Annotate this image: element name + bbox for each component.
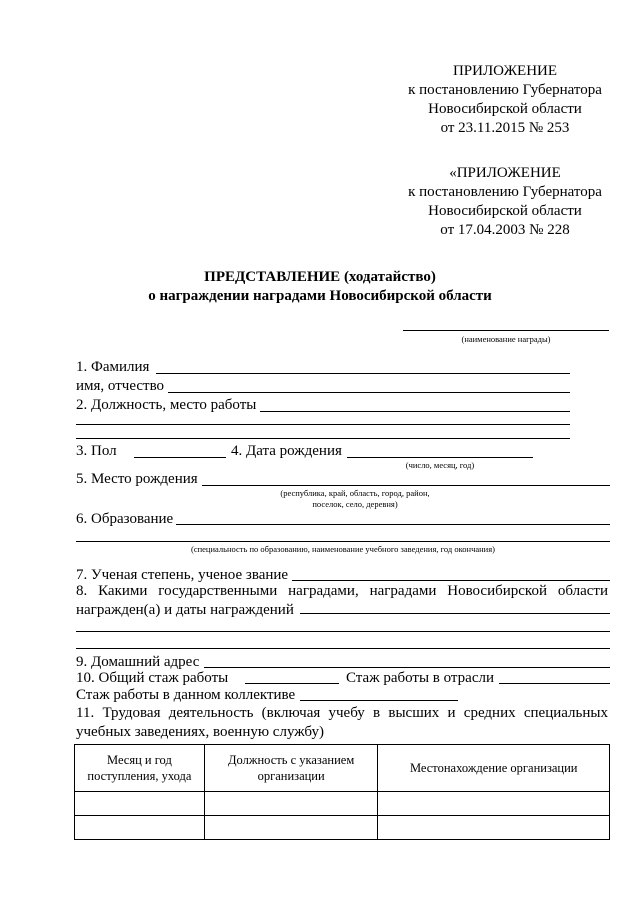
- table-cell[interactable]: [378, 792, 610, 816]
- education-line-2[interactable]: [76, 541, 610, 542]
- table-header-row: [75, 745, 610, 792]
- sex-line[interactable]: [134, 457, 226, 458]
- table-cell[interactable]: [75, 816, 205, 840]
- surname-line[interactable]: [156, 373, 570, 374]
- team-experience-line[interactable]: [300, 700, 458, 701]
- education-hint: (специальность по образованию, наименование учебного заведения, год окончания): [191, 544, 495, 554]
- address-label: 9. Домашний адрес: [76, 654, 200, 670]
- degree-label: 7. Ученая степень, ученое звание: [76, 567, 289, 583]
- table-cell[interactable]: [204, 816, 378, 840]
- awards-line-2[interactable]: [76, 631, 610, 632]
- name-patronymic-label: имя, отчество: [76, 378, 165, 394]
- appendix-current-line4: от 23.11.2015 № 253: [440, 120, 570, 136]
- table-header-location: Местонахождение организации: [378, 745, 610, 792]
- position-line[interactable]: [260, 411, 570, 412]
- position-label: 2. Должность, место работы: [76, 397, 257, 413]
- education-label: 6. Образование: [76, 511, 174, 527]
- appendix-current-line2: к постановлению Губернатора: [408, 82, 602, 98]
- award-name-hint: (наименование награды): [461, 334, 551, 344]
- education-line[interactable]: [176, 524, 610, 525]
- birth-place-line[interactable]: [202, 485, 610, 486]
- document-title: [0, 268, 640, 306]
- appendix-current-line3: Новосибирской области: [428, 101, 582, 117]
- table-cell[interactable]: [204, 792, 378, 816]
- team-experience-label: Стаж работы в данном коллективе: [76, 687, 296, 703]
- awards-line-3[interactable]: [76, 648, 610, 649]
- award-name-line[interactable]: [403, 330, 609, 331]
- address-line[interactable]: [204, 667, 610, 668]
- industry-experience-label: Стаж работы в отрасли: [346, 670, 494, 686]
- table-header-date: Месяц и год поступления, ухода: [75, 745, 205, 792]
- total-experience-label: 10. Общий стаж работы: [76, 670, 229, 686]
- sex-label: 3. Пол: [76, 443, 117, 459]
- appendix-current-line1: ПРИЛОЖЕНИЕ: [452, 63, 558, 79]
- birth-place-hint-2: поселок, село, деревня): [312, 499, 398, 509]
- table-cell[interactable]: [75, 792, 205, 816]
- position-line-3[interactable]: [76, 438, 570, 439]
- awards-label: 8. Какими государственными наградами, наградами Новосибирской области награжден(а) и даты награждений: [76, 583, 608, 618]
- birth-place-label: 5. Место рождения: [76, 471, 198, 487]
- table-cell[interactable]: [378, 816, 610, 840]
- birth-date-label: 4. Дата рождения: [231, 443, 342, 459]
- table-row: [75, 816, 610, 840]
- appendix-original: [370, 164, 640, 240]
- surname-label: 1. Фамилия: [76, 359, 150, 375]
- position-line-2[interactable]: [76, 424, 570, 425]
- work-history-table: [74, 744, 610, 840]
- appendix-current: [370, 62, 640, 138]
- industry-experience-line[interactable]: [499, 683, 610, 684]
- work-history-label: 11. Трудовая деятельность (включая учебу в высших и средних специальных учебных заведениях, военную службу): [76, 705, 608, 740]
- birth-date-hint: (число, месяц, год): [405, 460, 475, 470]
- total-experience-line[interactable]: [245, 683, 339, 684]
- appendix-original-line3: Новосибирской области: [428, 203, 582, 219]
- awards-line[interactable]: [300, 613, 610, 614]
- document-title-line1: ПРЕДСТАВЛЕНИЕ (ходатайство): [204, 269, 436, 285]
- birth-place-hint-1: (республика, край, область, город, район,: [280, 488, 430, 498]
- appendix-original-line2: к постановлению Губернатора: [408, 184, 602, 200]
- appendix-original-line4: от 17.04.2003 № 228: [440, 222, 570, 238]
- table-row: [75, 792, 610, 816]
- document-title-line2: о награждении наградами Новосибирской области: [148, 288, 492, 304]
- appendix-original-line1: «ПРИЛОЖЕНИЕ: [449, 165, 561, 181]
- birth-date-line[interactable]: [347, 457, 533, 458]
- degree-line[interactable]: [292, 580, 610, 581]
- name-patronymic-line[interactable]: [168, 392, 570, 393]
- table-header-position: Должность с указанием организации: [204, 745, 378, 792]
